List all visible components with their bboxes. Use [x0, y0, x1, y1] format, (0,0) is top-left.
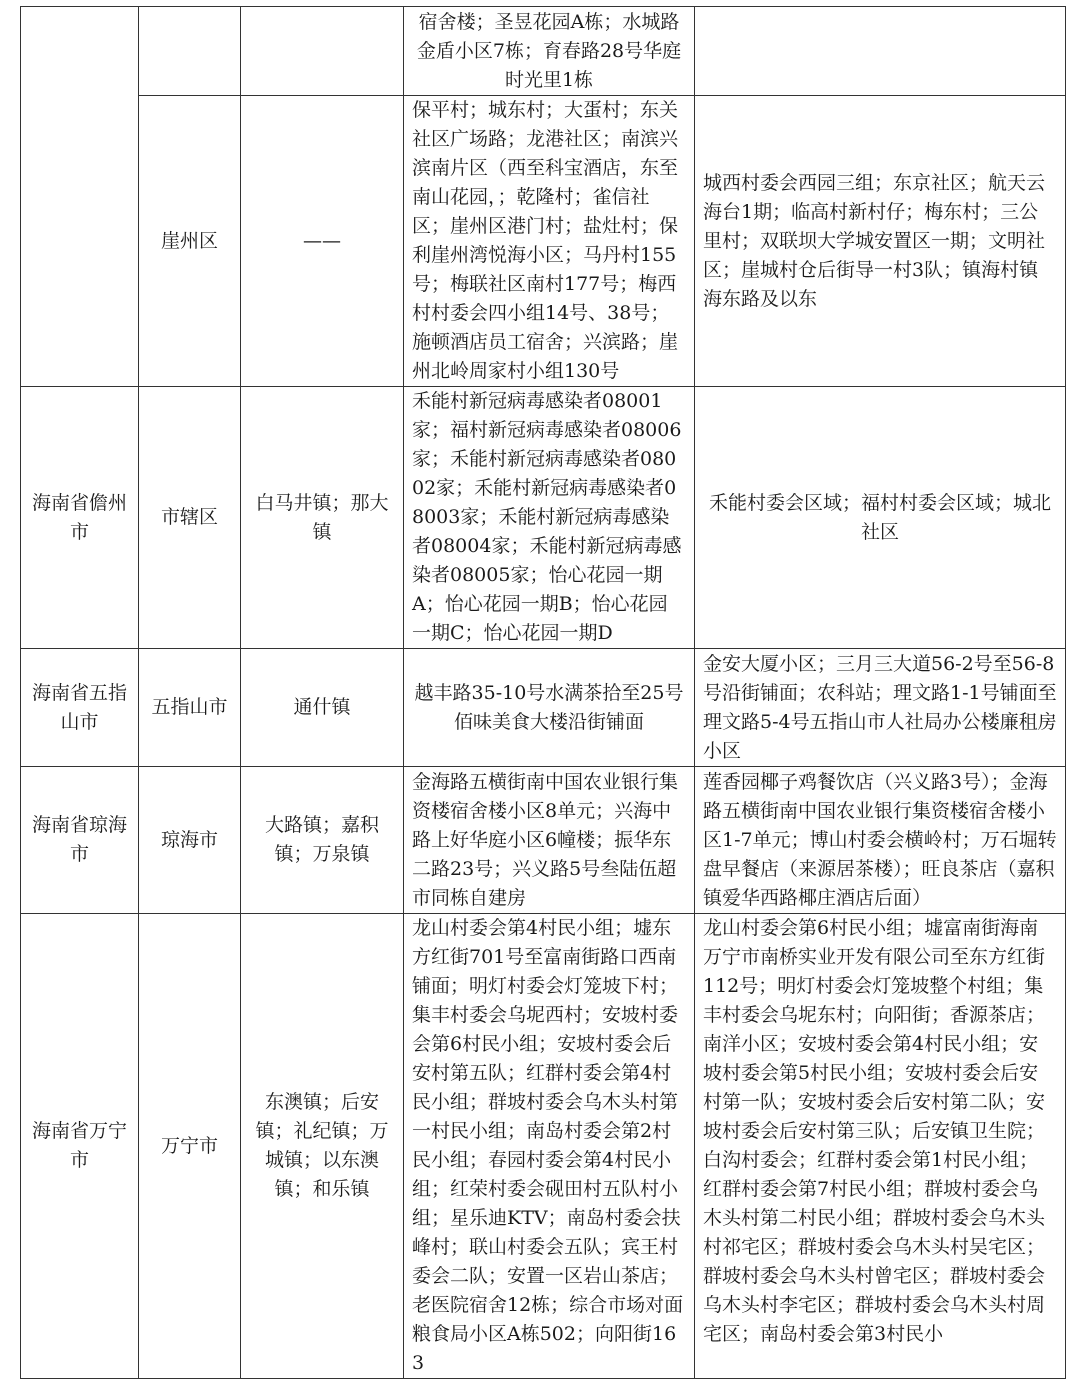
district-cell: 琼海市	[139, 767, 241, 914]
table-row	[21, 914, 1066, 1379]
province-cell: 海南省琼海市	[21, 767, 139, 914]
medium-risk-cell: 禾能村委会区域；福村村委会区域；城北社区	[695, 387, 1066, 649]
district-cell	[139, 7, 241, 96]
risk-area-table	[20, 6, 1066, 1379]
table-row	[21, 7, 1066, 96]
high-risk-cell: 龙山村委会第4村民小组；墟东方红街701号至富南街路口西南铺面；明灯村委会灯笼坡下村；集丰村委会乌坭西村；安坡村委会第6村民小组；安坡村委会后安村第五队；红群村委会第4村民小组；群坡村委会乌木头村第一村民小组；南岛村委会第2村民小组；春园村委会第4村民小组；红荣村委会砚田村五队村小组；星乐迪KTV；南岛村委会扶峰村；联山村委会五队；宾王村委会二队；安置一区岩山茶店；老医院宿舍12栋；综合市场对面粮食局小区A栋502；向阳街163	[404, 914, 695, 1379]
district-cell: 崖州区	[139, 96, 241, 387]
medium-risk-cell: 莲香园椰子鸡餐饮店（兴义路3号）；金海路五横街南中国农业银行集资楼宿舍楼小区1-7单元；博山村委会横岭村；万石堀转盘早餐店（来源居茶楼）；旺良茶店（嘉积镇爱华西路椰庄酒店后面）	[695, 767, 1066, 914]
high-risk-cell: 禾能村新冠病毒感染者08001家；福村新冠病毒感染者08006家；禾能村新冠病毒感染者08002家；禾能村新冠病毒感染者08003家；禾能村新冠病毒感染者08004家；禾能村新冠病毒感染者08005家；怡心花园一期A；怡心花园一期B；怡心花园一期C；怡心花园一期D	[404, 387, 695, 649]
town-cell: 大路镇；嘉积镇；万泉镇	[241, 767, 404, 914]
district-cell: 万宁市	[139, 914, 241, 1379]
table-row	[21, 387, 1066, 649]
high-risk-cell: 越丰路35-10号水满茶拾至25号佰味美食大楼沿街铺面	[404, 649, 695, 767]
province-cell: 海南省儋州市	[21, 387, 139, 649]
town-cell: 东澳镇；后安镇；礼纪镇；万城镇；以东澳镇；和乐镇	[241, 914, 404, 1379]
medium-risk-cell: 城西村委会西园三组；东京社区；航天云海台1期；临高村新村仔；梅东村；三公里村；双联坝大学城安置区一期；文明社区；崖城村仓后街导一村3队；镇海村镇海东路及以东	[695, 96, 1066, 387]
town-cell	[241, 7, 404, 96]
district-cell: 市辖区	[139, 387, 241, 649]
high-risk-cell: 保平村；城东村；大蛋村；东关社区广场路；龙港社区；南滨兴滨南片区（西至科宝酒店，东至南山花园，；乾隆村；雀信社区；崖州区港门村；盐灶村；保利崖州湾悦海小区；马丹村155号；梅联社区南村177号；梅西村村委会四小组14号、38号；施顿酒店员工宿舍；兴滨路；崖州北岭周家村小组130号	[404, 96, 695, 387]
town-cell: 通什镇	[241, 649, 404, 767]
medium-risk-cell: 龙山村委会第6村民小组；墟富南街海南万宁市南桥实业开发有限公司至东方红街112号；明灯村委会灯笼坡整个村组；集丰村委会乌坭东村；向阳街；香源茶店；南洋小区；安坡村委会第4村民小组；安坡村委会第5村民小组；安坡村委会后安村第一队；安坡村委会后安村第二队；安坡村委会后安村第三队；后安镇卫生院；白沟村委会；红群村委会第1村民小组；红群村委会第7村民小组；群坡村委会乌木头村第二村民小组；群坡村委会乌木头村祁宅区；群坡村委会乌木头村吴宅区；群坡村委会乌木头村曾宅区；群坡村委会乌木头村李宅区；群坡村委会乌木头村周宅区；南岛村委会第3村民小	[695, 914, 1066, 1379]
town-cell: 白马井镇；那大镇	[241, 387, 404, 649]
province-cell	[21, 7, 139, 387]
medium-risk-cell	[695, 7, 1066, 96]
table-row	[21, 767, 1066, 914]
high-risk-cell: 宿舍楼；圣昱花园A栋；水城路金盾小区7栋；育春路28号华庭时光里1栋	[404, 7, 695, 96]
high-risk-cell: 金海路五横街南中国农业银行集资楼宿舍楼小区8单元；兴海中路上好华庭小区6幢楼；振华东二路23号；兴义路5号叁陆伍超市同栋自建房	[404, 767, 695, 914]
province-cell: 海南省五指山市	[21, 649, 139, 767]
province-cell: 海南省万宁市	[21, 914, 139, 1379]
district-cell: 五指山市	[139, 649, 241, 767]
town-cell: ——	[241, 96, 404, 387]
table-row	[21, 96, 1066, 387]
medium-risk-cell: 金安大厦小区；三月三大道56-2号至56-8号沿街铺面；农科站；理文路1-1号铺面至理文路5-4号五指山市人社局办公楼廉租房小区	[695, 649, 1066, 767]
table-row	[21, 649, 1066, 767]
